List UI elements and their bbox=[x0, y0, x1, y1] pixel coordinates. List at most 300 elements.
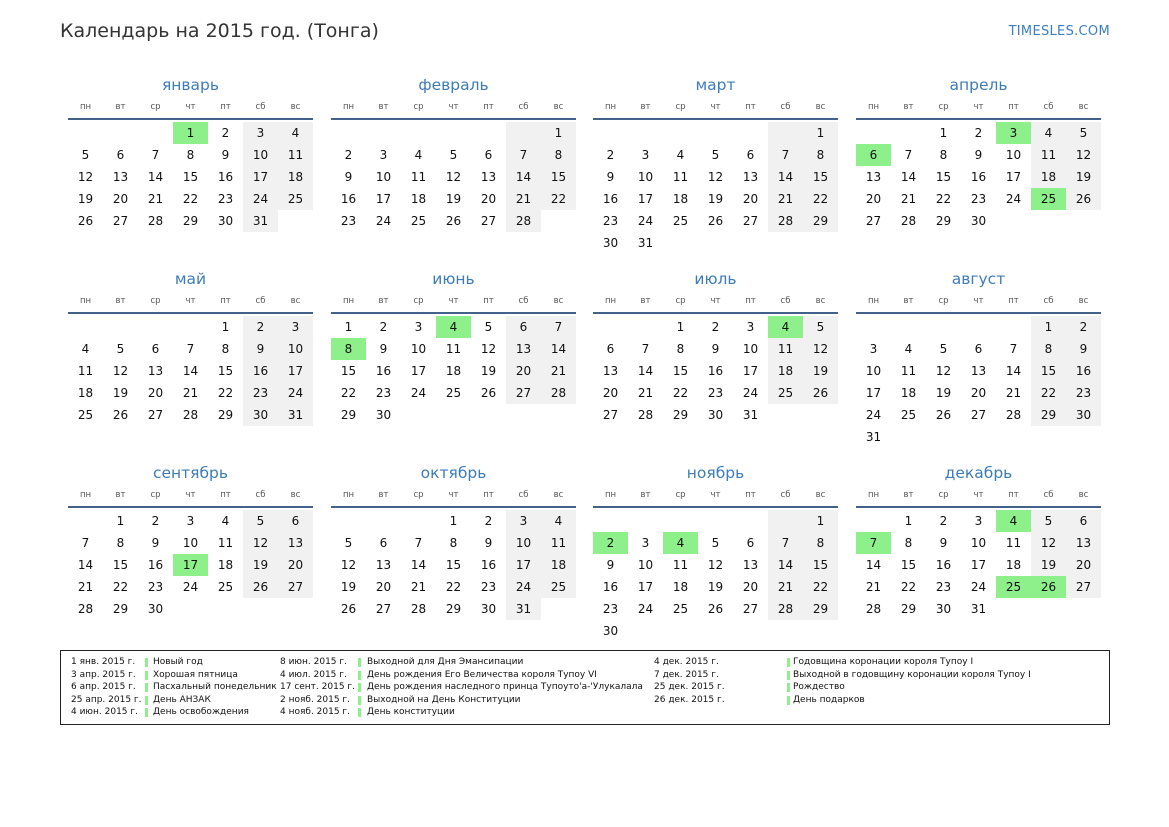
day-cell[interactable]: 23 bbox=[340, 214, 357, 228]
day-cell[interactable]: 8 bbox=[803, 532, 838, 554]
day-cell[interactable]: 28 bbox=[768, 598, 803, 620]
day-cell[interactable]: 13 bbox=[506, 338, 541, 360]
day-cell[interactable]: 27 bbox=[112, 214, 129, 228]
day-cell[interactable]: 6 bbox=[974, 342, 983, 356]
day-cell[interactable]: 24 bbox=[970, 580, 987, 594]
day-cell[interactable]: 2 bbox=[484, 514, 493, 528]
day-cell[interactable]: 20 bbox=[278, 554, 313, 576]
day-cell[interactable]: 17 bbox=[410, 364, 427, 378]
day-cell[interactable]: 21 bbox=[541, 360, 576, 382]
day-cell[interactable]: 12 bbox=[480, 342, 497, 356]
day-cell[interactable]: 5 bbox=[803, 316, 838, 338]
day-cell[interactable]: 26 bbox=[243, 576, 278, 598]
day-cell[interactable]: 25 bbox=[900, 408, 917, 422]
day-cell[interactable]: 25 bbox=[278, 188, 313, 210]
day-cell[interactable]: 28 bbox=[768, 210, 803, 232]
day-cell[interactable]: 3 bbox=[641, 536, 650, 550]
day-cell[interactable]: 10 bbox=[637, 170, 654, 184]
day-cell[interactable]: 5 bbox=[243, 510, 278, 532]
day-cell[interactable]: 4 bbox=[414, 148, 423, 162]
day-cell[interactable]: 1 bbox=[1031, 316, 1066, 338]
day-cell[interactable]: 2 bbox=[711, 320, 720, 334]
day-cell[interactable]: 17 bbox=[865, 386, 882, 400]
day-cell[interactable]: 4 bbox=[81, 342, 90, 356]
day-cell[interactable]: 22 bbox=[900, 580, 917, 594]
day-cell[interactable]: 24 bbox=[375, 214, 392, 228]
day-cell[interactable]: 2 bbox=[606, 148, 615, 162]
day-cell[interactable]: 6 bbox=[379, 536, 388, 550]
day-cell[interactable]: 11 bbox=[900, 364, 917, 378]
day-cell[interactable]: 9 bbox=[379, 342, 388, 356]
day-cell[interactable]: 26 bbox=[480, 386, 497, 400]
day-cell[interactable]: 2 bbox=[593, 532, 628, 554]
day-cell[interactable]: 27 bbox=[1066, 576, 1101, 598]
day-cell[interactable]: 23 bbox=[935, 580, 952, 594]
day-cell[interactable]: 15 bbox=[112, 558, 129, 572]
day-cell[interactable]: 30 bbox=[602, 624, 619, 638]
day-cell[interactable]: 1 bbox=[803, 122, 838, 144]
day-cell[interactable]: 9 bbox=[1066, 338, 1101, 360]
day-cell[interactable]: 16 bbox=[707, 364, 724, 378]
day-cell[interactable]: 8 bbox=[803, 144, 838, 166]
day-cell[interactable]: 10 bbox=[375, 170, 392, 184]
day-cell[interactable]: 16 bbox=[340, 192, 357, 206]
day-cell[interactable]: 12 bbox=[707, 170, 724, 184]
day-cell[interactable]: 17 bbox=[243, 166, 278, 188]
day-cell[interactable]: 15 bbox=[182, 170, 199, 184]
day-cell[interactable]: 12 bbox=[77, 170, 94, 184]
day-cell[interactable]: 4 bbox=[278, 122, 313, 144]
day-cell[interactable]: 16 bbox=[935, 558, 952, 572]
day-cell[interactable]: 27 bbox=[480, 214, 497, 228]
day-cell[interactable]: 28 bbox=[410, 602, 427, 616]
day-cell[interactable]: 24 bbox=[506, 576, 541, 598]
day-cell[interactable]: 8 bbox=[1031, 338, 1066, 360]
day-cell[interactable]: 21 bbox=[410, 580, 427, 594]
day-cell[interactable]: 23 bbox=[970, 192, 987, 206]
day-cell[interactable]: 7 bbox=[414, 536, 423, 550]
day-cell[interactable]: 20 bbox=[742, 192, 759, 206]
day-cell[interactable]: 14 bbox=[637, 364, 654, 378]
day-cell[interactable]: 3 bbox=[641, 148, 650, 162]
day-cell[interactable]: 5 bbox=[449, 148, 458, 162]
day-cell[interactable]: 7 bbox=[768, 532, 803, 554]
day-cell[interactable]: 11 bbox=[672, 170, 689, 184]
day-cell[interactable]: 19 bbox=[803, 360, 838, 382]
day-cell[interactable]: 29 bbox=[672, 408, 689, 422]
day-cell[interactable]: 8 bbox=[116, 536, 125, 550]
day-cell[interactable]: 23 bbox=[243, 382, 278, 404]
day-cell[interactable]: 3 bbox=[278, 316, 313, 338]
day-cell[interactable]: 9 bbox=[344, 170, 353, 184]
day-cell[interactable]: 28 bbox=[865, 602, 882, 616]
day-cell[interactable]: 25 bbox=[996, 576, 1031, 598]
day-cell[interactable]: 14 bbox=[900, 170, 917, 184]
day-cell[interactable]: 16 bbox=[602, 192, 619, 206]
day-cell[interactable]: 13 bbox=[147, 364, 164, 378]
day-cell[interactable]: 9 bbox=[606, 170, 615, 184]
day-cell[interactable]: 21 bbox=[768, 576, 803, 598]
day-cell[interactable]: 20 bbox=[970, 386, 987, 400]
day-cell[interactable]: 9 bbox=[484, 536, 493, 550]
day-cell[interactable]: 17 bbox=[278, 360, 313, 382]
day-cell[interactable]: 22 bbox=[445, 580, 462, 594]
day-cell[interactable]: 14 bbox=[768, 166, 803, 188]
day-cell[interactable]: 10 bbox=[506, 532, 541, 554]
day-cell[interactable]: 7 bbox=[151, 148, 160, 162]
day-cell[interactable]: 1 bbox=[173, 122, 208, 144]
day-cell[interactable]: 30 bbox=[970, 214, 987, 228]
day-cell[interactable]: 11 bbox=[768, 338, 803, 360]
day-cell[interactable]: 17 bbox=[742, 364, 759, 378]
day-cell[interactable]: 28 bbox=[541, 382, 576, 404]
day-cell[interactable]: 4 bbox=[996, 510, 1031, 532]
day-cell[interactable]: 24 bbox=[182, 580, 199, 594]
day-cell[interactable]: 30 bbox=[1066, 404, 1101, 426]
day-cell[interactable]: 13 bbox=[970, 364, 987, 378]
day-cell[interactable]: 6 bbox=[116, 148, 125, 162]
day-cell[interactable]: 10 bbox=[637, 558, 654, 572]
day-cell[interactable]: 4 bbox=[436, 316, 471, 338]
day-cell[interactable]: 14 bbox=[865, 558, 882, 572]
day-cell[interactable]: 27 bbox=[278, 576, 313, 598]
day-cell[interactable]: 23 bbox=[375, 386, 392, 400]
day-cell[interactable]: 17 bbox=[506, 554, 541, 576]
day-cell[interactable]: 4 bbox=[221, 514, 230, 528]
day-cell[interactable]: 20 bbox=[480, 192, 497, 206]
day-cell[interactable]: 15 bbox=[340, 364, 357, 378]
day-cell[interactable]: 7 bbox=[1009, 342, 1018, 356]
day-cell[interactable]: 6 bbox=[278, 510, 313, 532]
day-cell[interactable]: 23 bbox=[147, 580, 164, 594]
day-cell[interactable]: 19 bbox=[480, 364, 497, 378]
day-cell[interactable]: 22 bbox=[541, 188, 576, 210]
day-cell[interactable]: 14 bbox=[182, 364, 199, 378]
day-cell[interactable]: 3 bbox=[506, 510, 541, 532]
day-cell[interactable]: 16 bbox=[1066, 360, 1101, 382]
day-cell[interactable]: 24 bbox=[742, 386, 759, 400]
day-cell[interactable]: 14 bbox=[410, 558, 427, 572]
day-cell[interactable]: 26 bbox=[340, 602, 357, 616]
day-cell[interactable]: 25 bbox=[672, 214, 689, 228]
day-cell[interactable]: 18 bbox=[1005, 558, 1022, 572]
day-cell[interactable]: 10 bbox=[243, 144, 278, 166]
day-cell[interactable]: 5 bbox=[484, 320, 493, 334]
day-cell[interactable]: 6 bbox=[856, 144, 891, 166]
day-cell[interactable]: 20 bbox=[506, 360, 541, 382]
day-cell[interactable]: 6 bbox=[151, 342, 160, 356]
day-cell[interactable]: 12 bbox=[340, 558, 357, 572]
day-cell[interactable]: 27 bbox=[742, 602, 759, 616]
day-cell[interactable]: 11 bbox=[541, 532, 576, 554]
day-cell[interactable]: 22 bbox=[803, 576, 838, 598]
day-cell[interactable]: 25 bbox=[77, 408, 94, 422]
day-cell[interactable]: 22 bbox=[803, 188, 838, 210]
day-cell[interactable]: 1 bbox=[116, 514, 125, 528]
day-cell[interactable]: 1 bbox=[541, 122, 576, 144]
day-cell[interactable]: 4 bbox=[768, 316, 803, 338]
day-cell[interactable]: 23 bbox=[707, 386, 724, 400]
day-cell[interactable]: 25 bbox=[541, 576, 576, 598]
day-cell[interactable]: 18 bbox=[77, 386, 94, 400]
day-cell[interactable]: 9 bbox=[606, 558, 615, 572]
day-cell[interactable]: 5 bbox=[116, 342, 125, 356]
day-cell[interactable]: 27 bbox=[506, 382, 541, 404]
day-cell[interactable]: 12 bbox=[707, 558, 724, 572]
day-cell[interactable]: 27 bbox=[375, 602, 392, 616]
day-cell[interactable]: 15 bbox=[672, 364, 689, 378]
day-cell[interactable]: 16 bbox=[147, 558, 164, 572]
day-cell[interactable]: 25 bbox=[410, 214, 427, 228]
day-cell[interactable]: 28 bbox=[900, 214, 917, 228]
day-cell[interactable]: 19 bbox=[707, 192, 724, 206]
day-cell[interactable]: 22 bbox=[1031, 382, 1066, 404]
day-cell[interactable]: 10 bbox=[742, 342, 759, 356]
day-cell[interactable]: 15 bbox=[1031, 360, 1066, 382]
day-cell[interactable]: 30 bbox=[480, 602, 497, 616]
day-cell[interactable]: 17 bbox=[637, 580, 654, 594]
day-cell[interactable]: 5 bbox=[344, 536, 353, 550]
day-cell[interactable]: 7 bbox=[904, 148, 913, 162]
day-cell[interactable]: 11 bbox=[1005, 536, 1022, 550]
day-cell[interactable]: 8 bbox=[676, 342, 685, 356]
day-cell[interactable]: 1 bbox=[344, 320, 353, 334]
day-cell[interactable]: 18 bbox=[900, 386, 917, 400]
day-cell[interactable]: 3 bbox=[746, 320, 755, 334]
day-cell[interactable]: 3 bbox=[414, 320, 423, 334]
day-cell[interactable]: 27 bbox=[602, 408, 619, 422]
day-cell[interactable]: 12 bbox=[445, 170, 462, 184]
day-cell[interactable]: 22 bbox=[340, 386, 357, 400]
day-cell[interactable]: 1 bbox=[904, 514, 913, 528]
day-cell[interactable]: 8 bbox=[186, 148, 195, 162]
day-cell[interactable]: 15 bbox=[935, 170, 952, 184]
day-cell[interactable]: 2 bbox=[344, 148, 353, 162]
day-cell[interactable]: 21 bbox=[637, 386, 654, 400]
day-cell[interactable]: 1 bbox=[449, 514, 458, 528]
day-cell[interactable]: 15 bbox=[541, 166, 576, 188]
day-cell[interactable]: 7 bbox=[856, 532, 891, 554]
day-cell[interactable]: 9 bbox=[711, 342, 720, 356]
day-cell[interactable]: 13 bbox=[112, 170, 129, 184]
day-cell[interactable]: 23 bbox=[1066, 382, 1101, 404]
day-cell[interactable]: 26 bbox=[803, 382, 838, 404]
day-cell[interactable]: 21 bbox=[147, 192, 164, 206]
day-cell[interactable]: 11 bbox=[278, 144, 313, 166]
day-cell[interactable]: 23 bbox=[480, 580, 497, 594]
day-cell[interactable]: 21 bbox=[1005, 386, 1022, 400]
day-cell[interactable]: 12 bbox=[803, 338, 838, 360]
day-cell[interactable]: 3 bbox=[243, 122, 278, 144]
day-cell[interactable]: 8 bbox=[449, 536, 458, 550]
day-cell[interactable]: 31 bbox=[278, 404, 313, 426]
day-cell[interactable]: 20 bbox=[112, 192, 129, 206]
day-cell[interactable]: 30 bbox=[375, 408, 392, 422]
day-cell[interactable]: 22 bbox=[672, 386, 689, 400]
day-cell[interactable]: 19 bbox=[935, 386, 952, 400]
day-cell[interactable]: 20 bbox=[865, 192, 882, 206]
day-cell[interactable]: 10 bbox=[1005, 148, 1022, 162]
day-cell[interactable]: 25 bbox=[672, 602, 689, 616]
day-cell[interactable]: 7 bbox=[641, 342, 650, 356]
day-cell[interactable]: 24 bbox=[243, 188, 278, 210]
day-cell[interactable]: 1 bbox=[939, 126, 948, 140]
day-cell[interactable]: 20 bbox=[375, 580, 392, 594]
day-cell[interactable]: 13 bbox=[480, 170, 497, 184]
day-cell[interactable]: 18 bbox=[672, 580, 689, 594]
day-cell[interactable]: 29 bbox=[803, 598, 838, 620]
day-cell[interactable]: 31 bbox=[865, 430, 882, 444]
day-cell[interactable]: 11 bbox=[410, 170, 427, 184]
day-cell[interactable]: 30 bbox=[243, 404, 278, 426]
day-cell[interactable]: 6 bbox=[746, 148, 755, 162]
day-cell[interactable]: 5 bbox=[1031, 510, 1066, 532]
day-cell[interactable]: 13 bbox=[742, 170, 759, 184]
day-cell[interactable]: 19 bbox=[1031, 554, 1066, 576]
day-cell[interactable]: 1 bbox=[803, 510, 838, 532]
day-cell[interactable]: 24 bbox=[1005, 192, 1022, 206]
day-cell[interactable]: 14 bbox=[506, 166, 541, 188]
day-cell[interactable]: 21 bbox=[768, 188, 803, 210]
day-cell[interactable]: 7 bbox=[768, 144, 803, 166]
day-cell[interactable]: 23 bbox=[217, 192, 234, 206]
day-cell[interactable]: 2 bbox=[974, 126, 983, 140]
day-cell[interactable]: 6 bbox=[606, 342, 615, 356]
day-cell[interactable]: 15 bbox=[803, 554, 838, 576]
day-cell[interactable]: 22 bbox=[182, 192, 199, 206]
day-cell[interactable]: 13 bbox=[278, 532, 313, 554]
brand-link[interactable]: TIMESLES.COM bbox=[1008, 24, 1110, 39]
day-cell[interactable]: 18 bbox=[445, 364, 462, 378]
day-cell[interactable]: 26 bbox=[445, 214, 462, 228]
day-cell[interactable]: 29 bbox=[340, 408, 357, 422]
day-cell[interactable]: 2 bbox=[243, 316, 278, 338]
day-cell[interactable]: 28 bbox=[147, 214, 164, 228]
day-cell[interactable]: 15 bbox=[900, 558, 917, 572]
day-cell[interactable]: 19 bbox=[707, 580, 724, 594]
day-cell[interactable]: 8 bbox=[939, 148, 948, 162]
day-cell[interactable]: 15 bbox=[445, 558, 462, 572]
day-cell[interactable]: 21 bbox=[506, 188, 541, 210]
day-cell[interactable]: 30 bbox=[147, 602, 164, 616]
day-cell[interactable]: 30 bbox=[602, 236, 619, 250]
day-cell[interactable]: 9 bbox=[221, 148, 230, 162]
day-cell[interactable]: 18 bbox=[410, 192, 427, 206]
day-cell[interactable]: 17 bbox=[375, 192, 392, 206]
day-cell[interactable]: 29 bbox=[1031, 404, 1066, 426]
day-cell[interactable]: 21 bbox=[77, 580, 94, 594]
day-cell[interactable]: 20 bbox=[602, 386, 619, 400]
day-cell[interactable]: 14 bbox=[1005, 364, 1022, 378]
day-cell[interactable]: 23 bbox=[602, 602, 619, 616]
day-cell[interactable]: 16 bbox=[243, 360, 278, 382]
day-cell[interactable]: 14 bbox=[768, 554, 803, 576]
day-cell[interactable]: 29 bbox=[217, 408, 234, 422]
day-cell[interactable]: 19 bbox=[445, 192, 462, 206]
day-cell[interactable]: 20 bbox=[1066, 554, 1101, 576]
day-cell[interactable]: 20 bbox=[147, 386, 164, 400]
day-cell[interactable]: 22 bbox=[217, 386, 234, 400]
day-cell[interactable]: 25 bbox=[445, 386, 462, 400]
day-cell[interactable]: 23 bbox=[602, 214, 619, 228]
day-cell[interactable]: 19 bbox=[340, 580, 357, 594]
day-cell[interactable]: 14 bbox=[77, 558, 94, 572]
day-cell[interactable]: 7 bbox=[81, 536, 90, 550]
day-cell[interactable]: 22 bbox=[112, 580, 129, 594]
day-cell[interactable]: 29 bbox=[900, 602, 917, 616]
day-cell[interactable]: 6 bbox=[484, 148, 493, 162]
day-cell[interactable]: 5 bbox=[711, 536, 720, 550]
day-cell[interactable]: 25 bbox=[1031, 188, 1066, 210]
day-cell[interactable]: 31 bbox=[970, 602, 987, 616]
day-cell[interactable]: 2 bbox=[379, 320, 388, 334]
day-cell[interactable]: 27 bbox=[970, 408, 987, 422]
day-cell[interactable]: 19 bbox=[77, 192, 94, 206]
day-cell[interactable]: 11 bbox=[77, 364, 94, 378]
day-cell[interactable]: 12 bbox=[1031, 532, 1066, 554]
day-cell[interactable]: 6 bbox=[1066, 510, 1101, 532]
day-cell[interactable]: 18 bbox=[278, 166, 313, 188]
day-cell[interactable]: 27 bbox=[865, 214, 882, 228]
day-cell[interactable]: 28 bbox=[506, 210, 541, 232]
day-cell[interactable]: 26 bbox=[707, 214, 724, 228]
day-cell[interactable]: 26 bbox=[935, 408, 952, 422]
day-cell[interactable]: 8 bbox=[904, 536, 913, 550]
day-cell[interactable]: 4 bbox=[663, 532, 698, 554]
day-cell[interactable]: 24 bbox=[637, 214, 654, 228]
day-cell[interactable]: 11 bbox=[672, 558, 689, 572]
day-cell[interactable]: 17 bbox=[970, 558, 987, 572]
day-cell[interactable]: 8 bbox=[221, 342, 230, 356]
day-cell[interactable]: 25 bbox=[768, 382, 803, 404]
day-cell[interactable]: 26 bbox=[707, 602, 724, 616]
day-cell[interactable]: 6 bbox=[746, 536, 755, 550]
day-cell[interactable]: 18 bbox=[768, 360, 803, 382]
day-cell[interactable]: 13 bbox=[742, 558, 759, 572]
day-cell[interactable]: 18 bbox=[541, 554, 576, 576]
day-cell[interactable]: 24 bbox=[865, 408, 882, 422]
day-cell[interactable]: 2 bbox=[221, 126, 230, 140]
day-cell[interactable]: 11 bbox=[1031, 144, 1066, 166]
day-cell[interactable]: 31 bbox=[742, 408, 759, 422]
day-cell[interactable]: 2 bbox=[1066, 316, 1101, 338]
day-cell[interactable]: 11 bbox=[445, 342, 462, 356]
day-cell[interactable]: 13 bbox=[865, 170, 882, 184]
day-cell[interactable]: 28 bbox=[637, 408, 654, 422]
day-cell[interactable]: 31 bbox=[243, 210, 278, 232]
day-cell[interactable]: 4 bbox=[1031, 122, 1066, 144]
day-cell[interactable]: 17 bbox=[1005, 170, 1022, 184]
day-cell[interactable]: 5 bbox=[939, 342, 948, 356]
day-cell[interactable]: 14 bbox=[541, 338, 576, 360]
day-cell[interactable]: 24 bbox=[410, 386, 427, 400]
day-cell[interactable]: 26 bbox=[1066, 188, 1101, 210]
day-cell[interactable]: 26 bbox=[77, 214, 94, 228]
day-cell[interactable]: 1 bbox=[676, 320, 685, 334]
day-cell[interactable]: 28 bbox=[1005, 408, 1022, 422]
day-cell[interactable]: 16 bbox=[602, 580, 619, 594]
day-cell[interactable]: 10 bbox=[865, 364, 882, 378]
day-cell[interactable]: 1 bbox=[221, 320, 230, 334]
day-cell[interactable]: 4 bbox=[541, 510, 576, 532]
day-cell[interactable]: 31 bbox=[637, 236, 654, 250]
day-cell[interactable]: 3 bbox=[379, 148, 388, 162]
day-cell[interactable]: 9 bbox=[151, 536, 160, 550]
day-cell[interactable]: 16 bbox=[480, 558, 497, 572]
day-cell[interactable]: 13 bbox=[602, 364, 619, 378]
day-cell[interactable]: 12 bbox=[112, 364, 129, 378]
day-cell[interactable]: 29 bbox=[803, 210, 838, 232]
